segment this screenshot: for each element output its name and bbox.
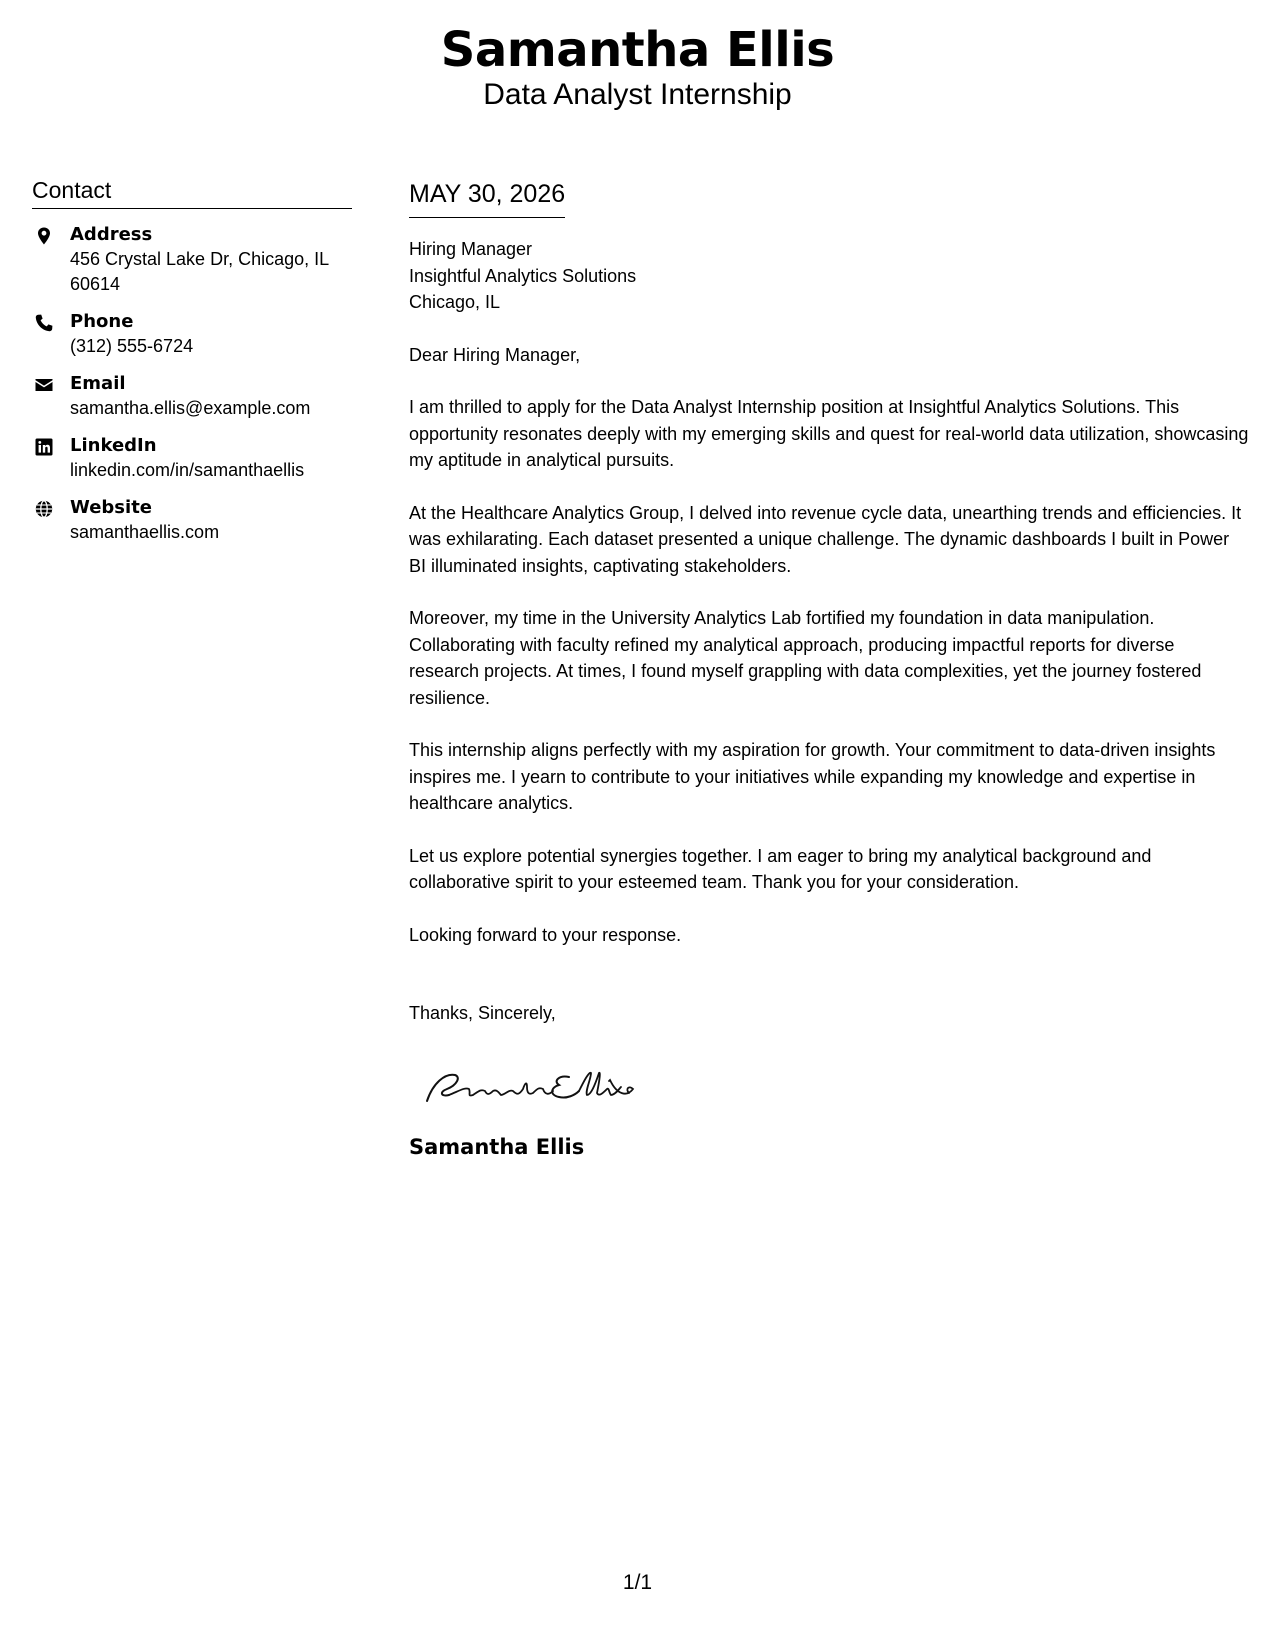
salutation: Dear Hiring Manager, — [409, 344, 581, 365]
contact-item-address — [32, 223, 352, 297]
contact-value: 60614 — [70, 274, 121, 294]
contact-label: Email — [70, 373, 126, 394]
recipient-line: Chicago, IL — [409, 292, 501, 312]
linkedin-icon — [34, 437, 54, 457]
contact-value: samanthaellis.com — [70, 522, 220, 542]
contact-value: linkedin.com/in/samanthaellis — [70, 460, 305, 480]
recipient-block — [409, 236, 1249, 316]
contact-sidebar — [32, 176, 352, 558]
globe-icon — [34, 499, 54, 519]
page-header — [0, 22, 1275, 112]
letter-paragraph: Moreover, my time in the University Analytics Lab fortified my foundation in data manipulation. Collaborating with faculty refined my analytical approach, producing impactful reports for diverse research projects. At times, I found myself grappling with data complexities, yet the journey fostered resilience. — [409, 608, 1202, 708]
recipient-line: Insightful Analytics Solutions — [409, 265, 637, 286]
contact-label: Website — [70, 497, 153, 518]
signer-name: Samantha Ellis — [409, 1134, 585, 1159]
contact-heading: Contact — [32, 176, 352, 209]
contact-item-phone — [32, 310, 352, 359]
contact-label: LinkedIn — [70, 435, 157, 456]
letter-paragraph: Looking forward to your response. — [409, 924, 682, 945]
letter-paragraph: I am thrilled to apply for the Data Analyst Internship position at Insightful Analytics Solutions. This opportunity resonates deeply with my emerging skills and quest for real-world data utilization, showcasing my aptitude in analytical pursuits. — [409, 397, 1249, 470]
page-number: 1/1 — [622, 1571, 653, 1594]
job-title: Data Analyst Internship — [483, 78, 792, 111]
map-pin-icon — [34, 226, 54, 246]
cover-letter-body — [409, 178, 1249, 1161]
contact-list — [32, 223, 352, 545]
letter-paragraph: This internship aligns perfectly with my aspiration for growth. Your commitment to data-driven insights inspires me. I yearn to contribute to your initiatives while expanding my knowledge and expertise in healthcare analytics. — [409, 740, 1216, 813]
envelope-icon — [34, 375, 54, 395]
applicant-name: Samantha Ellis — [440, 22, 835, 78]
letter-date: MAY 30, 2026 — [409, 178, 565, 218]
closing-line: Thanks, Sincerely, — [409, 1003, 556, 1023]
letter-paragraph: Let us explore potential synergies together. I am eager to bring my analytical background and collaborative spirit to your esteemed team. Thank you for your consideration. — [409, 845, 1152, 892]
contact-item-email — [32, 372, 352, 421]
contact-label: Phone — [70, 311, 134, 332]
contact-value: samantha.ellis@example.com — [70, 398, 311, 418]
letter-paragraph: At the Healthcare Analytics Group, I delved into revenue cycle data, unearthing trends and efficiencies. It was exhilarating. Each dataset presented a unique challenge. The dynamic dashboards I built in Power BI illuminated insights, captivating stakeholders. — [409, 502, 1242, 576]
contact-value: 456 Crystal Lake Dr, Chicago, IL — [70, 249, 330, 269]
contact-value: (312) 555-6724 — [70, 336, 194, 356]
contact-label: Address — [70, 224, 153, 245]
phone-icon — [34, 313, 54, 333]
contact-item-website — [32, 496, 352, 545]
contact-item-linkedin — [32, 434, 352, 483]
handwritten-signature — [419, 1061, 669, 1111]
recipient-line: Hiring Manager — [409, 239, 533, 259]
